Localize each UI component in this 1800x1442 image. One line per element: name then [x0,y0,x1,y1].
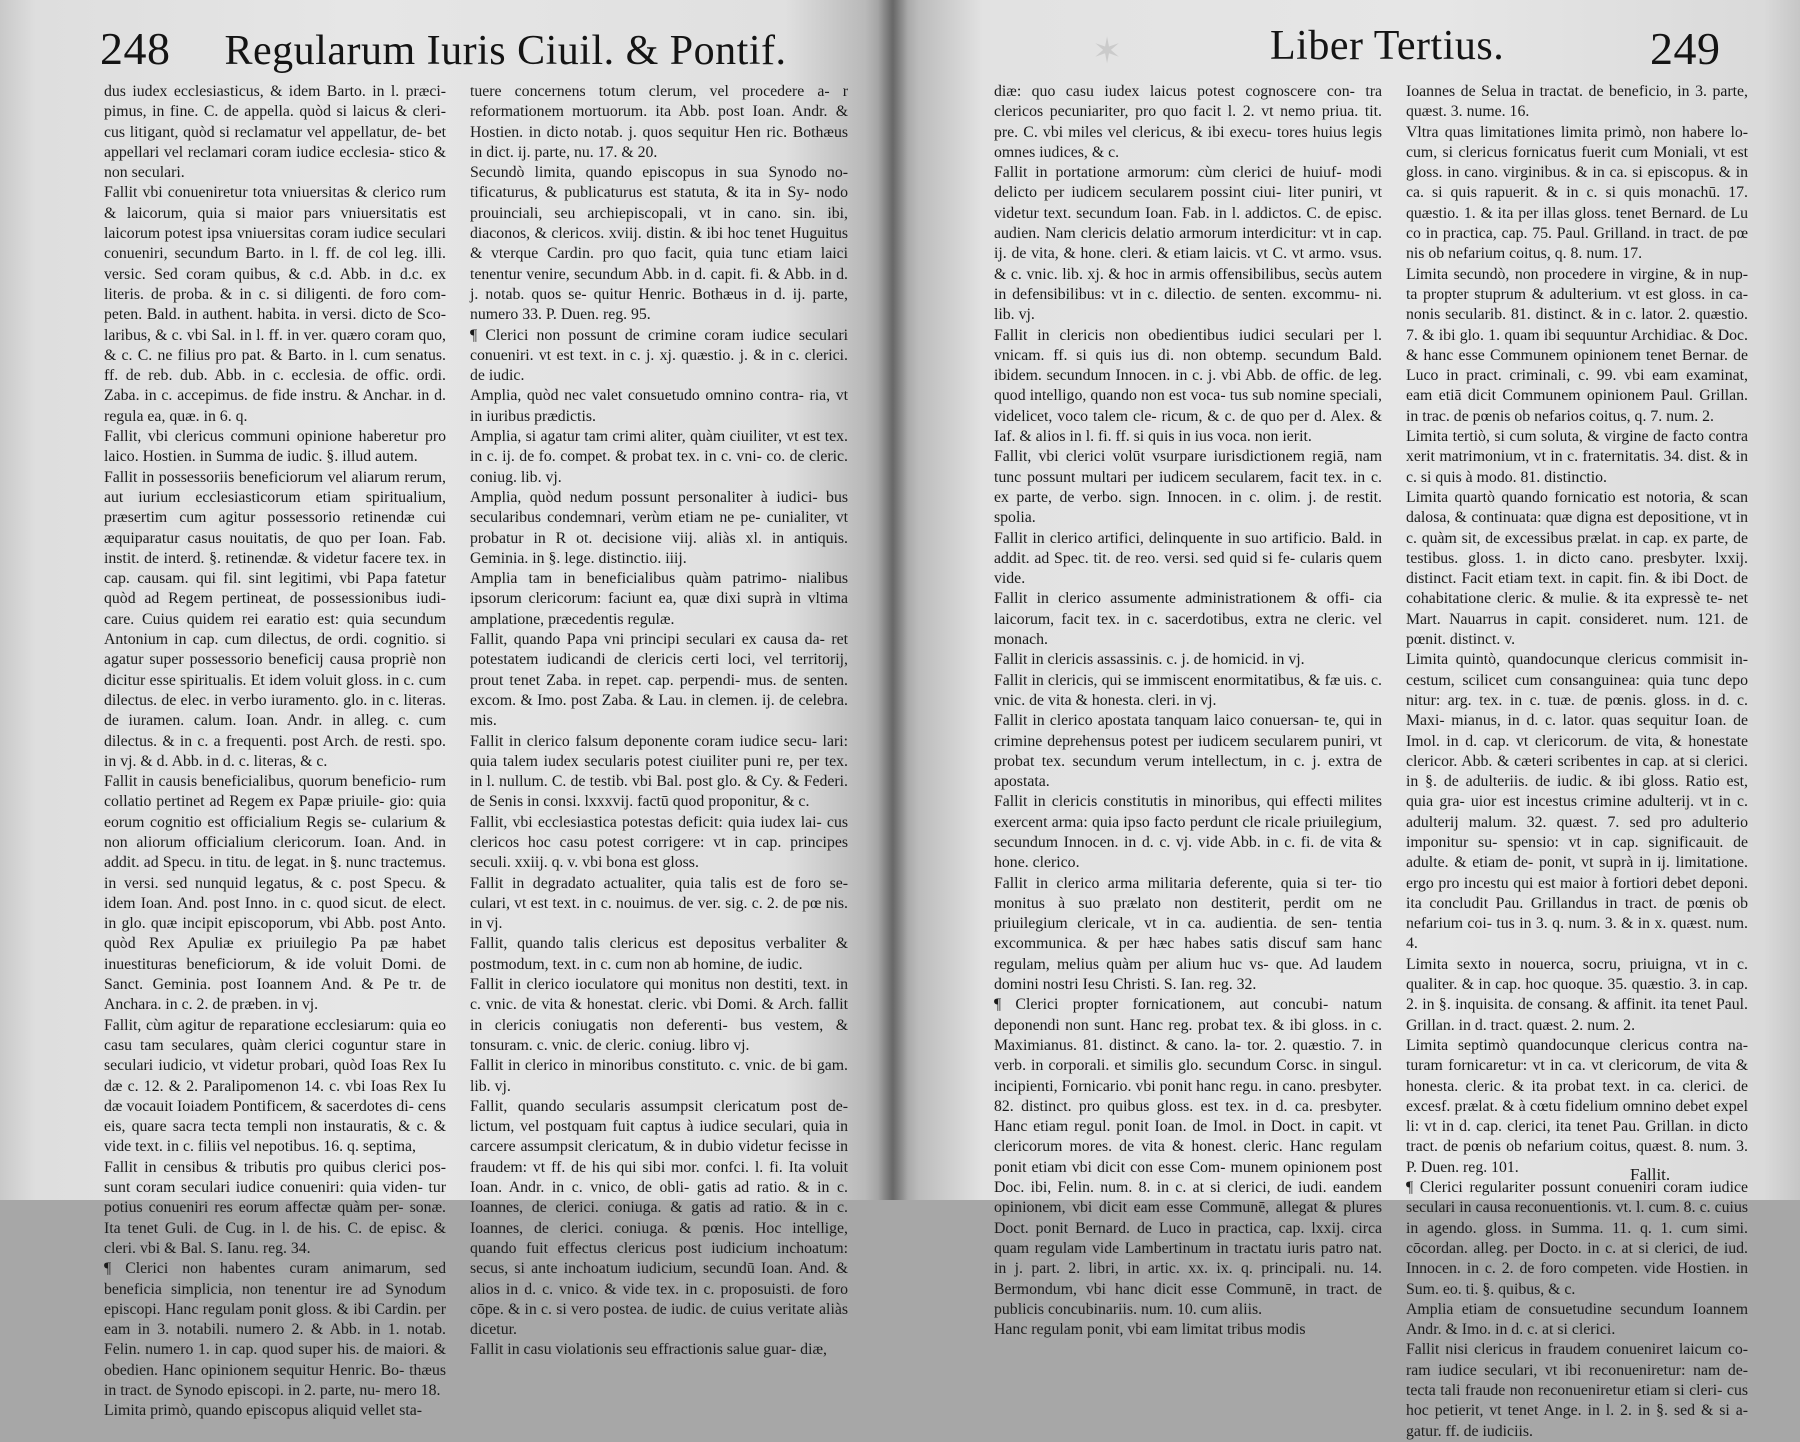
paragraph: Amplia tam in beneficialibus quàm patrimo- nialibus ipsorum clericorum: faciunt ea, quæ dixi suprà in vltima amplatione, præcedentis regulæ. [470,570,848,628]
paragraph: Fallit vbi conueniretur tota vniuersitas & clerico rum & laicorum, quia si maior pars vniuersitatis est laicorum potest ipsa vniuersitas coram iudice seculari conueniri, secundum Barto. in l. ff. de col leg. illi. versic. Sed coram quibus, & c.d. Abb. in d.c. ex literis. de proba. & in c. si diligenti. de foro com- peten. Bald. in authent. habita. in versi. dicto de Sco- laribus, & c. vbi Sal. in l. ff. in ver. quæro coram quo, & c. C. ne filius pro pat. & Barto. in l. cum senatus. ff. de reb. dub. Abb. in c. ecclesia. de offic. ordi. Zaba. in c. accepimus. de fide instru. & Anchar. in d. regula ea, quæ. in 6. q. [104,184,446,425]
paragraph: Fallit in portatione armorum: cùm clerici de huiuf- modi delicto per iudicem secularem possint ciui- liter puniri, vt videtur text. secundum Ioan. Fab. in l. addictos. C. de episc. audien. Nam clericis delatio armorum interdicitur: vt in cap. ij. de vita, & hone. cleri. & etiam laicis. vt C. vt armo. vsus. & c. vnic. lib. xj. & hoc in armis offensibilibus, secùs autem in defensibilibus: vt in c. dilectio. de senten. excommu- ni. lib. vj. [994,164,1382,324]
paragraph: Fallit, quando talis clericus est depositus verbaliter & postmodum, text. in c. cum non ab homine, de iudic. [470,935,848,973]
paragraph: Fallit in clerico falsum deponente coram iudice secu- lari: quia talem iudex secularis potest ciuiliter puni re, per tex. in l. nullum. C. de testib. vbi Bal. post glo. & Cy. & Federi. de Senis in consi. lxxxvij. factū quod proponitur, & c. [470,732,848,811]
paragraph: Fallit in clerico arma militaria deferente, quia si ter- tio monitus à suo prælato non destiterit, perdit om ne priuilegium clericale, vt in ca. audientia. de sen- tentia excommunica. & per hæc habes satis discuf sam hanc regulam, melius quàm per alium huc vs- que. Ad laudem domini nostri Iesu Christi. S. Ian. reg. 32. [994,874,1382,994]
paragraph: Fallit, vbi clericus communi opinione haberetur pro laico. Hostien. in Summa de iudic. §. illud autem. [104,428,446,466]
paragraph: Vltra quas limitationes limita primò, non habere lo- cum, si clericus fornicatus fuerit cum Moniali, vt est gloss. in cano. virginibus. & in ca. si episcopus. & in ca. si quis rapuerit. & in c. si quis monachū. 17. quæstio. 1. & ita per illas gloss. tenet Bernard. de Lu co in practica, cap. 75. Paul. Grilland. in tract. de pœ nis ob nefarium coitus, q. 8. num. 17. [1406,123,1748,263]
paragraph: Amplia, si agatur tam crimi aliter, quàm ciuiliter, vt est tex. in c. ij. de fo. compet. & probat tex. in c. vni- co. de cleric. coniug. lib. vj. [470,428,848,486]
paragraph: ¶ Clerici non possunt de crimine coram iudice seculari conueniri. vt est text. in c. j. xj. quæstio. j. & in c. clerici. de iudic. [470,326,848,385]
paragraph: Secundò limita, quando episcopus in sua Synodo no- tificaturus, & publicaturus est statuta, & ita in Sy- nodo prouinciali, seu archiepiscopali, vt in cano. sin. ibi, diaconos, & clericos. xviij. distin. & ibi hoc tenet Huguitus & vterque Cardin. pro quo facit, quia tunc etiam laici tenentur venire, secundum Abb. in d. capit. fi. & Abb. in d. j. notab. quos se- quitur Henric. Bothæus in d. ij. parte, numero 33. P. Duen. reg. 95. [470,164,848,324]
paragraph: dus iudex ecclesiasticus, & idem Barto. in l. præci- pimus, in fine. C. de appella. quòd si laicus & cleri- cus litigant, quòd si reclamatur vel appellatur, de- bet appellari vel reclamari coram iudice ecclesia- stico & non seculari. [104,83,446,182]
paragraph: Limita primò, quando episcopus aliquid vellet sta- [104,1402,423,1420]
left-running-head: Regularum Iuris Ciuil. & Pontif. [224,28,787,74]
paragraph: Fallit in clerico artifici, delinquente in suo artificio. Bald. in addit. ad Spec. tit. de reo. versi. sed quid si fe- cularis quem vide. [994,529,1382,588]
paragraph: Fallit in causis beneficialibus, quorum beneficio- rum collatio pertinet ad Regem ex Papæ priuile- gio: quia eorum cognitio est officialium Regis se- cularium & non aliorum officialium clericorum. Ioan. And. in addit. ad Specu. in titu. de legat. in §. nunc tractemus. in versi. sed nunquid legatus, & c. post Specu. & idem Ioan. And. post Inno. in c. quod sicut. de elect. in glo. quæ incipit episcoporum, vbi Abb. post Anto. quòd Rex Apuliæ ex priuilegio Pa pæ habet inuestituras beneficiorum, & ide voluit Domi. de Sanct. Geminia. post Ioannem And. & Pe tr. de Anchara. in c. 2. de præben. in vj. [104,773,446,1014]
paragraph: Fallit in clerico apostata tanquam laico conuersan- te, qui in crimine deprehensus potest per iudicem secularem puniri, vt probat tex. secundum verum intellectum, in c. j. extra de apostata. [994,712,1382,791]
paragraph: Fallit in clerico assumente administrationem & offi- cia laicorum, facit tex. in c. sacerdotibus, extra ne cleric. vel monach. [994,590,1382,649]
paragraph: Fallit, quando Papa vni principi seculari ex causa da- ret potestatem iudicandi de clericis certi loci, vel territorij, prout tenet Zaba. in repet. cap. perpendi- mus. de senten. excom. & Imo. post Zaba. & Lau. in clemen. ij. de celebra. mis. [470,631,848,730]
right-page-column-1 [994,82,1382,1339]
paragraph: Ioannes de Selua in tractat. de beneficio, in 3. parte, quæst. 3. nume. 16. [1406,83,1748,121]
paragraph: diæ: quo casu iudex laicus potest cognoscere con- tra clericos pecuniariter, pro quo facit l. 2. vt nemo priua. tit. pre. C. vbi miles vel clericus, & ibi execu- tores huius legis omnes iudices, & c. [994,83,1382,161]
paragraph: Limita sexto in nouerca, socru, priuigna, vt in c. qualiter. & in cap. hoc quoque. 35. quæstio. 3. in cap. 2. in §. inquisita. de consang. & affinit. ita tenet Paul. Grillan. in d. tract. quæst. 2. num. 2. [1406,955,1748,1034]
paragraph: Fallit in casu violationis seu effractionis salue guar- diæ, [470,1341,827,1359]
paragraph: Fallit in clericis constitutis in minoribus, qui effecti milites exercent arma: quia ipso facto perdunt cle ricale priuilegium, secundum Innocen. in d. c. vj. vide Abb. in c. fi. de vita & hone. clerico. [994,793,1382,872]
bleed-through-shadow: ✶ [1092,31,1123,71]
right-page-number: 249 [1650,23,1721,74]
paragraph: Fallit, vbi ecclesiastica potestas deficit: quia iudex lai- cus clericos hoc casu potest corrigere: vt in cap. principes seculi. xxiij. q. v. vbi bona est gloss. [470,813,848,872]
paragraph: Fallit in clerico ioculatore qui monitus non destiti, text. in c. vnic. de vita & honestat. cleric. vbi Domi. & Arch. fallit in clericis coniugatis non deferenti- bus vestem, & tonsuram. c. vnic. de cleric. coniug. libro vj. [470,976,848,1054]
paragraph: Fallit in possessoriis beneficiorum vel aliarum rerum, aut iurium ecclesiasticorum etiam spiritualium, præsertim cum agitur possessorio retinendæ cui æquiparatur casus nouitatis, de quo per Ioan. Fab. instit. de interd. §. retinendæ. & videtur facere tex. in cap. causam. qui fil. sint legitimi, vbi Papa fatetur quòd ad Regem pertineat, de possessionibus iudi- care. Cuius quidem rei earatio est: quia secundum Antonium in cap. cum dilectus, de ordi. cognitio. si agatur super possessorio beneficij causa propriè non dicitur esse spiritualis. Et idem voluit gloss. in c. cum dilectus. de elec. in verbo iuramento. glo. in c. literas. de iuramen. calum. Ioan. Andr. in alleg. c. cum dilectus. & in c. a frequenti. post Arch. de resti. spo. in vj. & d. Abb. in d. c. literas, & c. [104,468,446,770]
paragraph: Limita secundò, non procedere in virgine, & in nup- ta propter stuprum & adulterium. vt est gloss. in ca- nonis secularib. 81. distinct. & in c. lator. 2. quæstio. 7. & ibi glo. 1. quam ibi sequuntur Archidiac. & Doc. & hanc esse Communem opinionem tenet Bernar. de Luco in pract. criminali, c. 99. vbi eam examinat, eam etiā dicit Communem opinionem Paul. Grillan. in trac. de pœnis ob nefarios coitus, q. 7. num. 2. [1406,265,1748,425]
right-running-head: Liber Tertius. [1270,23,1505,69]
paragraph: Fallit in clericis non obedientibus iudici seculari per l. vnicam. ff. si quis ius di. non obtemp. secundum Bald. ibidem. secundum Innocen. in c. j. vbi Abb. de offic. de leg. quod intelligo, quando non est voca- tus sub nomine speciali, videlicet, voco talem cle- ricum, & c. de quo per d. Alex. & Iaf. & alios in l. fi. ff. si quis in ius voca. non ierit. [994,326,1382,446]
paragraph: Limita tertiò, si cum soluta, & virgine de facto contra xerit matrimonium, vt in c. fraternitatis. 34. dist. & in c. si quis à modo. 81. distinctio. [1406,428,1748,486]
paragraph: Fallit in clerico in minoribus constituto. c. vnic. de bi gam. lib. vj. [470,1057,848,1095]
paragraph: ¶ Clerici propter fornicationem, aut concubi- natum deponendi non sunt. Hanc reg. probat tex. & ibi gloss. in c. Maximianus. 81. distinct. & cano. la- tor. 2. quæstio. 7. in verb. in corporali. et similis glo. secundum Corsc. in singul. incipienti, Fornicario. vbi ponit hanc regu. in cano. presbyter. 82. distinct. pro quibus gloss. est tex. in d. ca. presbyter. Hanc etiam regul. ponit Ioan. de Imol. in Doct. in capit. vt clericorum mores. de vita & honest. cleric. Hanc regulam ponit etiam vbi dicit con esse Com- munem opinionem post Doc. ibi, Felin. num. 8. in c. at si clerici, de iudi. eandem opinionem, vbi dicit eam esse Communē, allegat & plures Doct. ponit Bernard. de Luco in practica, cap. lxxij. circa quam regulam vide Lambertinum in tractatu iuris patro nat. in j. part. 2. libri, in artic. xx. ix. q. principali. nu. 14. Bermondum, vbi hanc dicit esse Communē, in tract. de publicis concubinariis. num. 10. cum aliis. [994,996,1382,1318]
paragraph: Amplia, quòd nedum possunt personaliter à iudici- bus secularibus condemnari, verùm etiam ne pe- cunialiter, vt probatur in R ot. decisione viij. aliàs xl. in antiquis. Geminia. in §. lege. distinctio. iiij. [470,488,848,567]
left-running-header [100,22,786,75]
paragraph: Fallit in clericis assassinis. c. j. de homicid. in vj. [994,651,1305,669]
paragraph: Amplia etiam de consuetudine secundum Ioannem Andr. & Imo. in d. c. at si clerici. [1406,1300,1748,1339]
paragraph: Fallit, vbi clerici volūt vsurpare iurisdictionem regiā, nam tunc possunt multari per iudicem secularem, facit tex. in c. ex parte, de verbo. sign. Innocen. in c. olim. j. de restit. spolia. [994,448,1382,527]
right-page [892,0,1800,1440]
left-page-number: 248 [100,23,171,74]
catchword: Fallit. [1630,1165,1671,1184]
paragraph: Fallit in clericis, qui se immiscent enormitatibus, & fæ uis. c. vnic. de vita & honesta. cleri. in vj. [994,671,1382,709]
paragraph: ¶ Clerici non habentes curam animarum, sed beneficia simplicia, non tenentur ire ad Synodum episcopi. Hanc regulam ponit gloss. & ibi Cardin. per eam in 3. notabili. numero 2. & Abb. in 1. notab. Felin. numero 1. in cap. quod super his. de maiori. & obedien. Hanc opinionem sequitur Henric. Bo- thæus in tract. de Synodo episcopi. in 2. parte, nu- mero 18. [104,1260,446,1399]
paragraph: Hanc regulam ponit, vbi eam limitat tribus modis [994,1321,1306,1339]
paragraph: tuere concernens totum clerum, vel procedere a- r reformationem mortuorum. ita Abb. post Ioan. Andr. & Hostien. in dicto notab. j. quos sequitur Hen ric. Bothæus in dict. ij. parte, nu. 17. & 20. [470,83,848,161]
paragraph: Limita quartò quando fornicatio est notoria, & scan dalosa, & continuata: quæ digna est depositione, vt in c. quàm sit, de excessibus prælat. in cap. ex parte, de testibus. gloss. 1. in dicto cano. presbyter. lxxij. distinct. Facit etiam text. in capit. fin. & ibi Doct. de cohabitatione cleric. & mulie. & ita expressè te- net Mart. Nauarrus in capit. consideret. num. 121. de pœnit. distinct. v. [1406,488,1748,649]
paragraph: ¶ Clerici regulariter possunt conueniri coram iudice seculari in causa reconuentionis. vt. l. cum. 8. c. cuius in agendo. gloss. in Summa. 11. q. 1. cum simi. cōcordan. alleg. per Docto. in c. at si clerici, de iud. Innocen. in c. 2. de foro competen. vide Hostien. in Sum. eo. ti. §. quibus, & c. [1406,1179,1748,1298]
right-running-header [1270,22,1504,70]
book-gutter [878,0,908,1200]
right-page-column-2 [1406,82,1748,1440]
paragraph: Amplia, quòd nec valet consuetudo omnino contra- ria, vt in iuribus prædictis. [470,387,848,425]
paragraph: Fallit, quando secularis assumpsit clericatum post de- lictum, vel postquam fuit captus à iudice seculari, quia in carcere assumpsit clericatum, & in dubio videtur fecisse in fraudem: vt ff. de his qui sibi mor. confci. l. fi. Ita voluit Ioan. Andr. in c. vnico, de obli- gatis ad ratio. & in c. Ioannes, de clerici. coniuga. & gatis ad ratio. & in c. Ioannes, de clerici. coniuga. & pœnis. Hoc intellige, quando fuit effectus clericus post iudicium inchoatum: secus, si ante inchoatum iudicium, secundū Ioan. And. & alios in d. c. vnico. & vide tex. in c. proposuisti. de foro cōpe. & in c. si vero postea. de iudic. de cuius veritate aliàs dicetur. [470,1097,848,1339]
left-page-column-2 [470,82,848,1359]
left-page [0,0,892,1420]
paragraph: Limita septimò quandocunque clericus contra na- turam fornicaretur: vt in ca. vt clericorum, de vita & honesta. cleric. & ita probat text. in ca. clerici. de excesf. prælat. & à cœtu fidelium omnino debet expel li: vt in d. cap. clerici, ita tenet Pau. Grillan. in dicto tract. de pœnis ob nefarium coitus, quæst. 8. num. 3. P. Duen. reg. 101. [1406,1036,1748,1176]
paragraph: Fallit, cùm agitur de reparatione ecclesiarum: quia eo casu tam seculares, quàm clerici coguntur stare in seculari iudicio, vt videtur probari, quòd Ioas Rex Iu dæ c. 12. & 2. Paralipomenon 14. c. vbi Ioas Rex Iu dæ vocauit Ioiadem Pontificem, & sacerdotes di- cens eis, quare sacra tecta templi non instauratis, & c. & vide text. in c. filiis vel nepotibus. 16. q. septima, [104,1016,446,1156]
paragraph: Limita quintò, quandocunque clericus commisit in- cestum, scilicet cum consanguinea: quia tunc depo nitur: arg. tex. in c. tuæ. de pœnis. gloss. in d. c. Maxi- mianus, in d. c. lator. quas sequitur Ioan. de Imol. in d. cap. vt clericorum. de vita, & honestate clericor. Abb. & cæteri scribentes in cap. at si clerici. in §. de adulteriis. de iudic. & ibi gloss. Ratio est, quia gra- uior est incestus crimine adulterij. vt in c. adulterij malum. 32. quæst. 7. sed pro adulterio imponitur su- spensio: vt in cap. significauit. de adulte. & etiam de- ponit, vt suprà in ij. limitatione. ergo pro incestu qui est maior à fortiori debet deponi. ita concludit Pau. Grillandus in tract. de pœnis ob nefarium coi- tus in 3. q. num. 3. & in x. quæst. num. 4. [1406,651,1748,953]
paragraph: Fallit nisi clericus in fraudem conueniret laicum co- ram iudice seculari, vt ibi reconueniretur: nam de- tecta tali fraude non reconueniretur etiam si cleri- cus hoc petierit, vt tenet Ange. in l. 2. in §. sed & si a- gatur. ff. de iudiciis. [1406,1341,1748,1440]
paragraph: Fallit in degradato actualiter, quia talis est de foro se- culari, vt est text. in c. nouimus. de ver. sig. c. 2. de pœ nis. in vj. [470,874,848,933]
left-page-column-1 [104,82,446,1420]
paragraph: Fallit in censibus & tributis pro quibus clerici pos- sunt coram seculari iudice conueniri: quia viden- tur potius conueniri res eorum affectæ quàm per- sonæ. Ita tenet Guli. de Cug. in l. de his. C. de episc. & cleri. vbi & Bal. S. Ianu. reg. 34. [104,1158,446,1257]
